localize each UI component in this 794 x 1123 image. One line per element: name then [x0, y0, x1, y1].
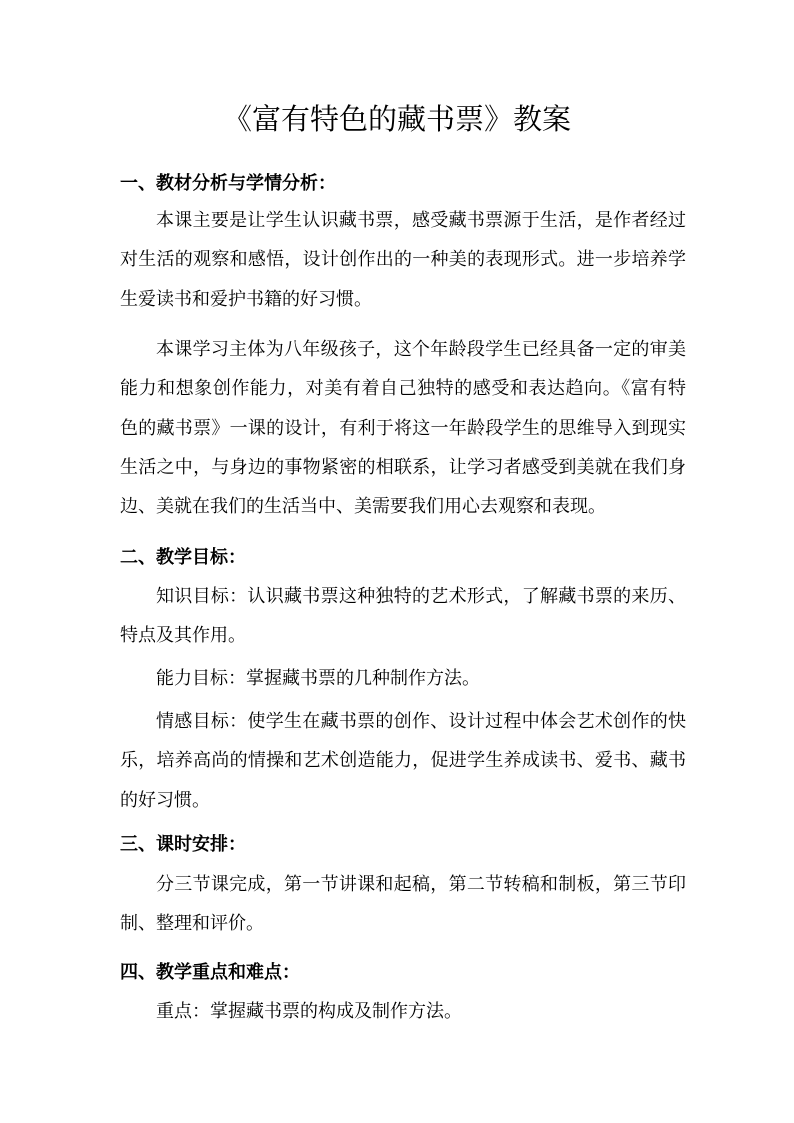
section-heading-objectives: 二、教学目标：: [120, 547, 246, 568]
section-heading-analysis: 一、教材分析与学情分析：: [120, 173, 336, 194]
paragraph-ability-objective: 能力目标：掌握藏书票的几种制作方法。: [156, 668, 480, 689]
paragraph-key-point: 重点：掌握藏书票的构成及制作方法。: [156, 1001, 462, 1022]
paragraph-schedule: 分三节课完成，第一节讲课和起稿，第二节转稿和制板，第三节印制、整理和评价。: [120, 874, 686, 935]
section-heading-key-points: 四、教学重点和难点：: [120, 962, 300, 983]
paragraph-knowledge-objective: 知识目标：认识藏书票这种独特的艺术形式，了解藏书票的来历、特点及其作用。: [120, 586, 686, 647]
section-heading-schedule: 三、课时安排：: [120, 834, 246, 855]
paragraph-student-analysis: 本课学习主体为八年级孩子，这个年龄段学生已经具备一定的审美能力和想象创作能力，对美有着自己独特的感受和表达趋向。《富有特色的藏书票》一课的设计，有利于将这一年龄段学生的思维导入到现实生活之中，与身边的事物紧密的相联系，让学习者感受到美就在我们身边、美就在我们的生活当中、美需要我们用心去观察和表现。: [120, 339, 686, 518]
paragraph-course-intro: 本课主要是让学生认识藏书票，感受藏书票源于生活，是作者经过对生活的观察和感悟，设计创作出的一种美的表现形式。进一步培养学生爱读书和爱护书籍的好习惯。: [120, 210, 686, 310]
paragraph-emotion-objective: 情感目标：使学生在藏书票的创作、设计过程中体会艺术创作的快乐，培养高尚的情操和艺术创造能力，促进学生养成读书、爱书、藏书的好习惯。: [120, 711, 686, 811]
document-title: 《富有特色的藏书票》教案: [222, 102, 571, 136]
